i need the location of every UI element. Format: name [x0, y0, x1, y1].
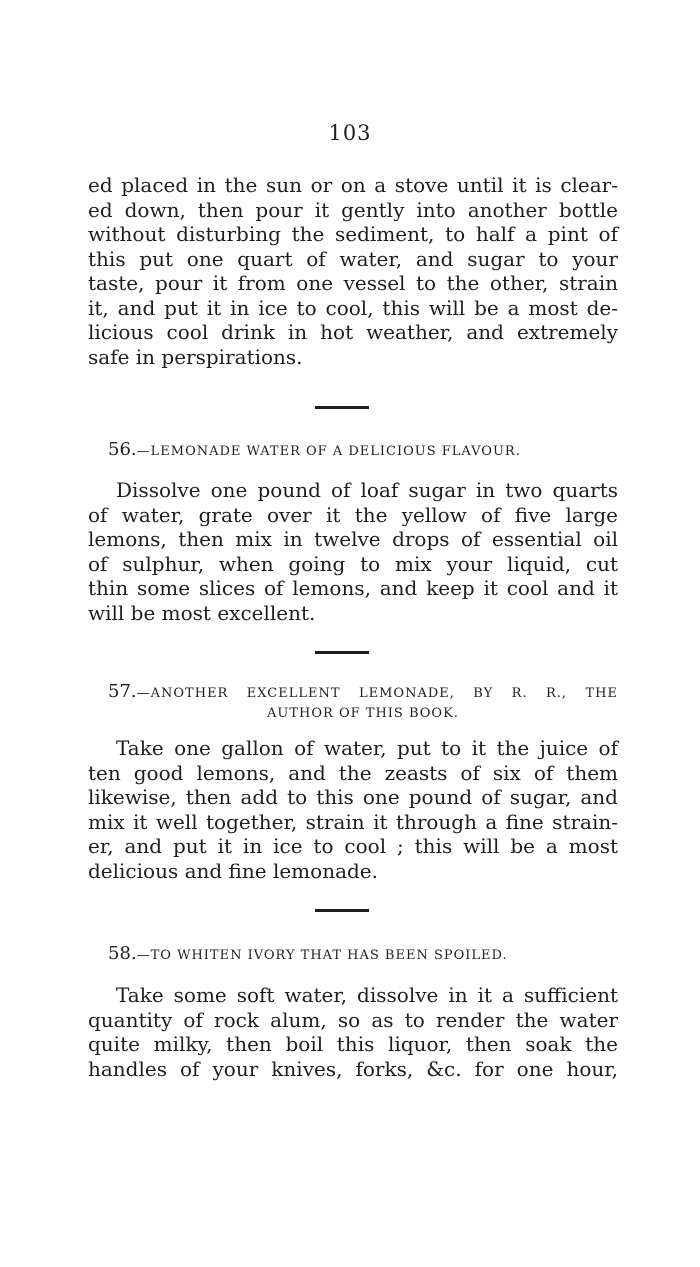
section-divider — [315, 651, 369, 654]
section-divider — [315, 909, 369, 912]
recipe-heading — [108, 440, 618, 462]
text-line: of sulphur, when going to mix your liquid, cut — [88, 551, 618, 576]
text-line: delicious and fine lemonade. — [88, 858, 378, 883]
recipe-number: 58. — [108, 943, 137, 964]
text-line: Take some soft water, dissolve in it a sufficient — [116, 983, 618, 1007]
text-line: of water, grate over it the yellow of five large — [88, 502, 618, 527]
text-line: ed down, then pour it gently into another bottle — [88, 197, 618, 222]
text-line: safe in perspirations. — [88, 344, 303, 369]
recipe-number: 56. — [108, 439, 137, 460]
recipe-number: 57. — [108, 681, 137, 702]
text-line: this put one quart of water, and sugar to your — [88, 246, 618, 271]
text-line: it, and put it in ice to cool, this will be a most de- — [88, 295, 618, 320]
recipe-body — [88, 983, 618, 1081]
section-divider — [315, 406, 369, 409]
text-line: er, and put it in ice to cool ; this will be a most — [88, 834, 618, 858]
text-line: lemons, then mix in twelve drops of essential oil — [88, 527, 618, 551]
text-line: likewise, then add to this one pound of sugar, and — [88, 785, 618, 809]
recipe-title: —ANOTHER EXCELLENT LEMONADE, BY R. R., THE — [136, 686, 618, 701]
text-line: licious cool drink in hot weather, and extremely — [88, 320, 618, 344]
text-line: quantity of rock alum, so as to render the water — [88, 1007, 618, 1032]
text-line: quite milky, then boil this liquor, then soak the — [88, 1032, 618, 1056]
page-number: 103 — [328, 121, 372, 145]
text-line: Dissolve one pound of loaf sugar in two quarts — [116, 478, 618, 502]
text-line: thin some slices of lemons, and keep it cool and it — [88, 576, 618, 600]
recipe-heading — [108, 682, 618, 724]
text-line: handles of your knives, forks, &c. for one hour, — [88, 1056, 618, 1081]
recipe-title: —LEMONADE WATER OF A DELICIOUS FLAVOUR. — [136, 444, 521, 459]
recipe-heading — [108, 944, 618, 966]
recipe-title: —TO WHITEN IVORY THAT HAS BEEN SPOILED. — [136, 948, 508, 963]
text-line: mix it well together, strain it through a fine strain- — [88, 809, 618, 834]
text-line: without disturbing the sediment, to half a pint of — [88, 222, 618, 246]
text-line: taste, pour it from one vessel to the other, strain — [88, 271, 618, 295]
text-line: ed placed in the sun or on a stove until it is clear- — [88, 173, 618, 197]
recipe-body — [88, 736, 618, 883]
text-line: Take one gallon of water, put to it the juice of — [116, 736, 618, 760]
recipe-title-continued: AUTHOR OF THIS BOOK. — [267, 706, 459, 721]
text-line: will be most excellent. — [88, 600, 316, 625]
text-line: ten good lemons, and the zeasts of six of them — [88, 760, 618, 785]
recipe-body — [88, 478, 618, 625]
continuation-paragraph — [88, 173, 618, 369]
